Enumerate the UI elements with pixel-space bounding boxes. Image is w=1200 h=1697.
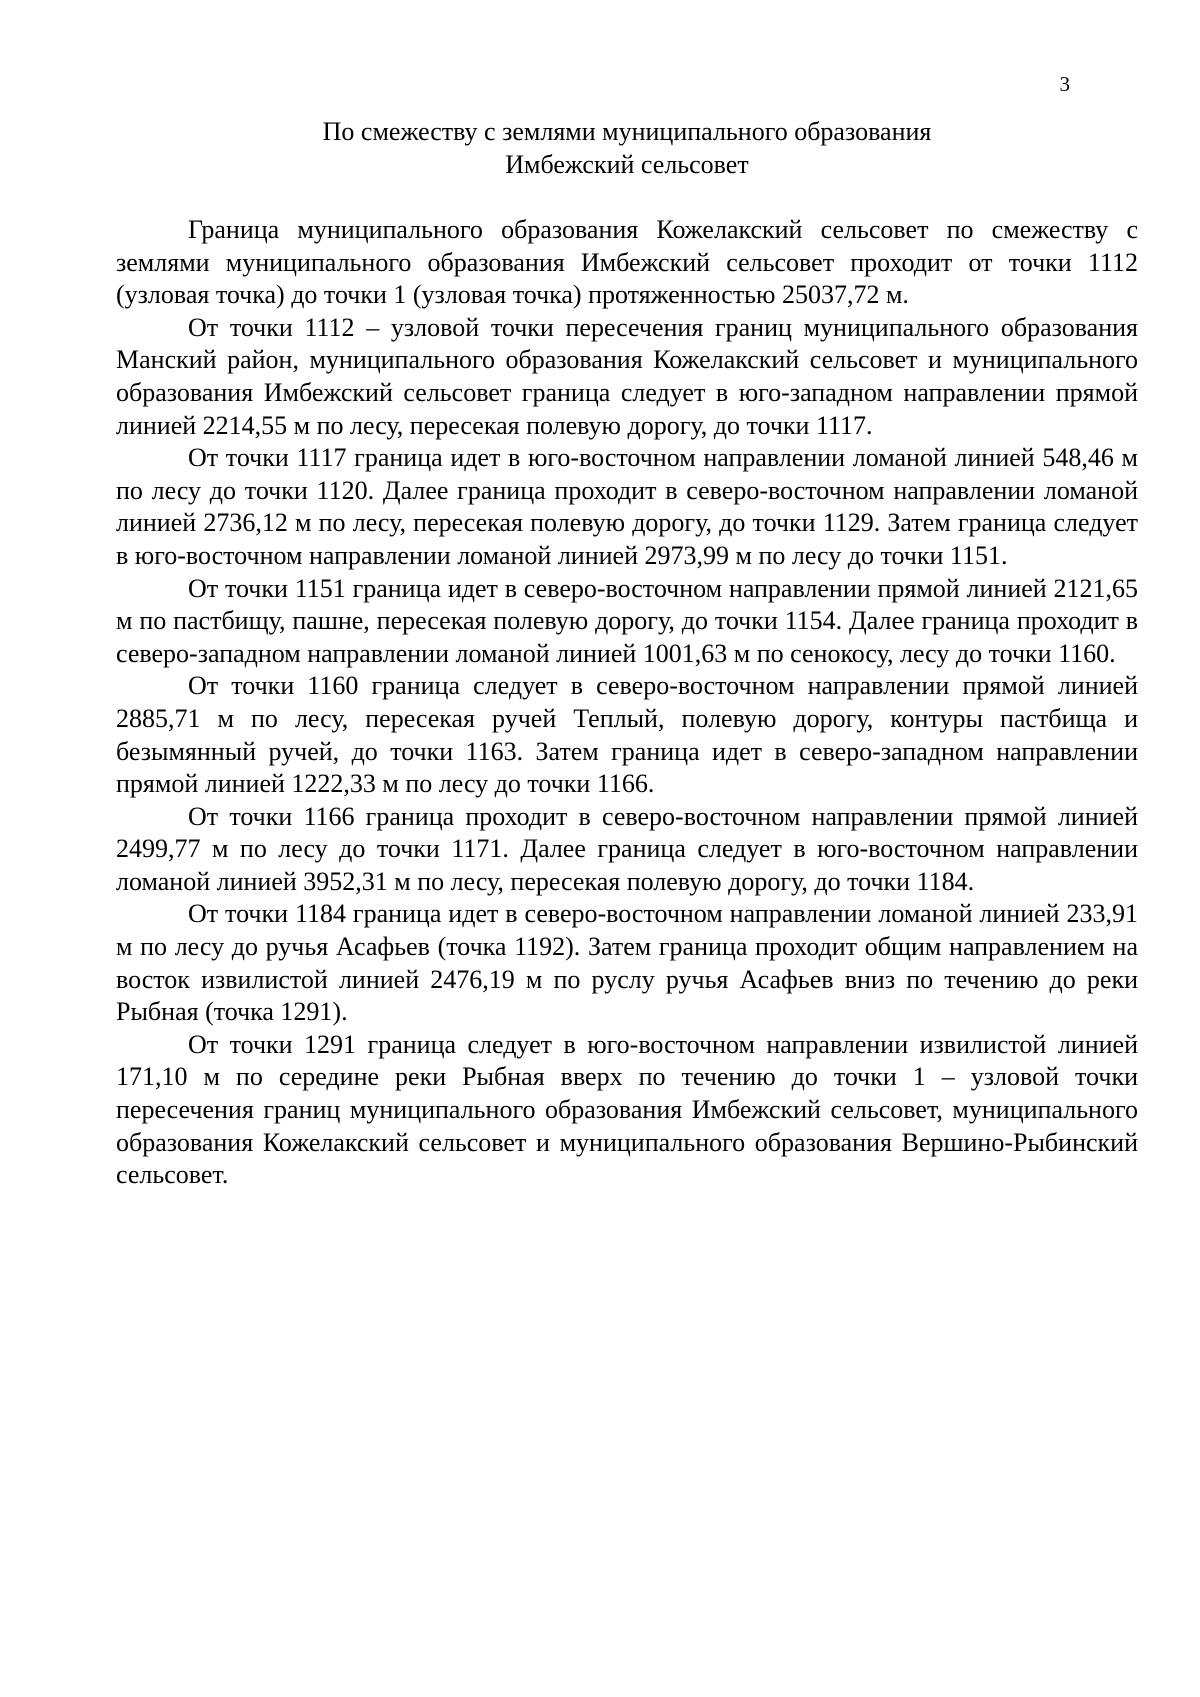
paragraph-point-1112: От точки 1112 – узловой точки пересечения границ муниципального образования Манский район, муниципального образования Кожелакский сельсовет и муниципального образования Имбежский сельсовет граница следует в юго-западном направлении прямой линией 2214,55 м по лесу, пересекая полевую дорогу, до точки 1117. [116,312,1138,440]
paragraph-point-1151: От точки 1151 граница идет в северо-восточном направлении прямой линией 2121,65 м по пастбищу, пашне, пересекая полевую дорогу, до точки 1154. Далее граница проходит в северо-западном направлении ломаной линией 1001,63 м по сенокосу, лесу до точки 1160. [116,573,1138,668]
section-heading-line-1: По смежеству с землями муниципального образования [322,117,932,146]
page-number: 3 [1059,72,1070,96]
paragraph-point-1291: От точки 1291 граница следует в юго-восточном направлении извилистой линией 171,10 м по середине реки Рыбная вверх по течению до точки 1 – узловой точки пересечения границ муниципального образования Имбежский сельсовет, муниципального образования Кожелакский сельсовет и муниципального образования Вершино-Рыбинский сельсовет. [116,1029,1138,1190]
paragraph-point-1184: От точки 1184 граница идет в северо-восточном направлении ломаной линией 233,91 м по лесу до ручья Асафьев (точка 1192). Затем граница проходит общим направлением на восток извилистой линией 2476,19 м по руслу ручья Асафьев вниз по течению до реки Рыбная (точка 1291). [116,899,1138,1027]
document-body [116,214,1138,1192]
section-heading-line-2: Имбежский сельсовет [505,150,749,179]
paragraph-point-1117: От точки 1117 граница идет в юго-восточном направлении ломаной линией 548,46 м по лесу до точки 1120. Далее граница проходит в северо-восточном направлении ломаной линией 2736,12 м по лесу, пересекая полевую дорогу, до точки 1129. Затем граница следует в юго-восточном направлении ломаной линией 2973,99 м по лесу до точки 1151. [116,443,1138,570]
paragraph-point-1160: От точки 1160 граница следует в северо-восточном направлении прямой линией 2885,71 м по лесу, пересекая ручей Теплый, полевую дорогу, контуры пастбища и безымянный ручей, до точки 1163. Затем граница идет в северо-западном направлении прямой линией 1222,33 м по лесу до точки 1166. [116,671,1138,799]
paragraph-boundary-overview: Граница муниципального образования Кожелакский сельсовет по смежеству с землями муниципального образования Имбежский сельсовет проходит от точки 1112 (узловая точка) до точки 1 (узловая точка) протяженностью 25037,72 м. [116,215,1138,310]
paragraph-point-1166: От точки 1166 граница проходит в северо-восточном направлении прямой линией 2499,77 м по лесу до точки 1171. Далее граница следует в юго-восточном направлении ломаной линией 3952,31 м по лесу, пересекая полевую дорогу, до точки 1184. [116,801,1138,896]
section-heading [116,115,1138,181]
